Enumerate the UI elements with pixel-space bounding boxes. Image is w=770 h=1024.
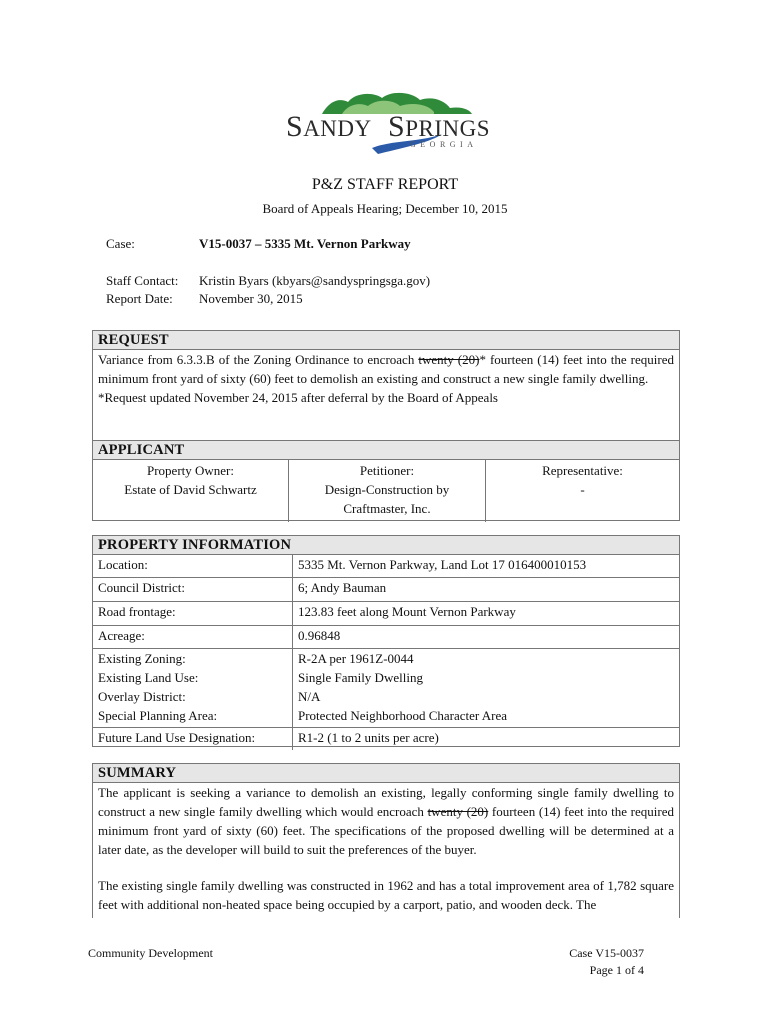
hearing-line: Board of Appeals Hearing; December 10, 2015	[262, 201, 508, 216]
report-date-value: November 30, 2015	[199, 291, 303, 306]
footer-page-number: Page 1 of 4	[589, 963, 644, 977]
logo-word-georgia: GEORGIA	[410, 140, 478, 149]
table-row: Existing Zoning: Existing Land Use: Overlay District: Special Planning Area: R-2A per 1961Z-0044 Single Family Dwelling N/A Protected Neighborhood Character Area	[93, 649, 679, 728]
struck-text: twenty (20)	[427, 804, 489, 819]
summary-body	[93, 783, 679, 914]
logo-word-springs: SPRINGS	[388, 110, 490, 143]
applicant-section	[92, 440, 680, 521]
request-body: Variance from 6.3.3.B of the Zoning Ordinance to encroach twenty (20)* fourteen (14) feet into the required minimum front yard of sixty (60) feet to demolish an existing and construct a new single family dwelling. *Request updated November 24, 2015 after deferral by the Board of Appeals	[98, 352, 674, 405]
summary-section	[92, 763, 680, 918]
request-note: *Request updated November 24, 2015 after deferral by the Board of Appeals	[98, 390, 498, 405]
property-heading: PROPERTY INFORMATION	[93, 536, 679, 555]
property-information-section	[92, 535, 680, 747]
report-title: P&Z STAFF REPORT	[311, 176, 459, 193]
request-section	[92, 330, 680, 453]
property-owner-cell: Property Owner: Estate of David Schwartz	[93, 460, 289, 522]
request-heading: REQUEST	[93, 331, 679, 350]
case-label: Case:	[106, 236, 135, 251]
logo-word-sandy: SANDY	[286, 110, 372, 143]
applicant-grid	[93, 460, 679, 522]
staff-contact-value: Kristin Byars (kbyars@sandyspringsga.gov)	[199, 273, 431, 288]
struck-text: twenty (20)	[418, 352, 480, 367]
summary-heading: SUMMARY	[93, 764, 679, 783]
summary-paragraph-2: The existing single family dwelling was constructed in 1962 and has a total improvement area of 1,782 square feet with additional non-heated space being occupied by a carport, patio, and wooden deck. The	[98, 878, 674, 912]
table-row: Future Land Use Designation: R1-2 (1 to 2 units per acre)	[93, 728, 679, 750]
representative-cell: Representative: -	[542, 463, 623, 497]
staff-contact-label: Staff Contact:	[106, 273, 179, 288]
sandy-springs-logo	[282, 90, 492, 162]
table-row: Location: 5335 Mt. Vernon Parkway, Land Lot 17 016400010153	[93, 555, 679, 578]
table-row: Acreage: 0.96848	[93, 626, 679, 649]
case-value: V15-0037 – 5335 Mt. Vernon Parkway	[199, 236, 411, 251]
petitioner-cell: Petitioner: Design-Construction by Craftmaster, Inc.	[289, 460, 486, 522]
footer-case-number: Case V15-0037	[569, 946, 644, 960]
table-row: Council District: 6; Andy Bauman	[93, 578, 679, 602]
summary-paragraph-1: The applicant is seeking a variance to demolish an existing, legally conforming single family dwelling to construct a new single family dwelling which would encroach twenty (20) fourteen (14) feet into the required minimum front yard of sixty (60) feet. The specifications of the proposed dwelling will be determined at a later date, as the developer will build to suit the preferences of the buyer.	[98, 785, 674, 857]
footer-department: Community Development	[88, 946, 213, 960]
table-row: Road frontage: 123.83 feet along Mount Vernon Parkway	[93, 602, 679, 626]
report-date-label: Report Date:	[106, 291, 173, 306]
applicant-heading: APPLICANT	[93, 441, 679, 460]
